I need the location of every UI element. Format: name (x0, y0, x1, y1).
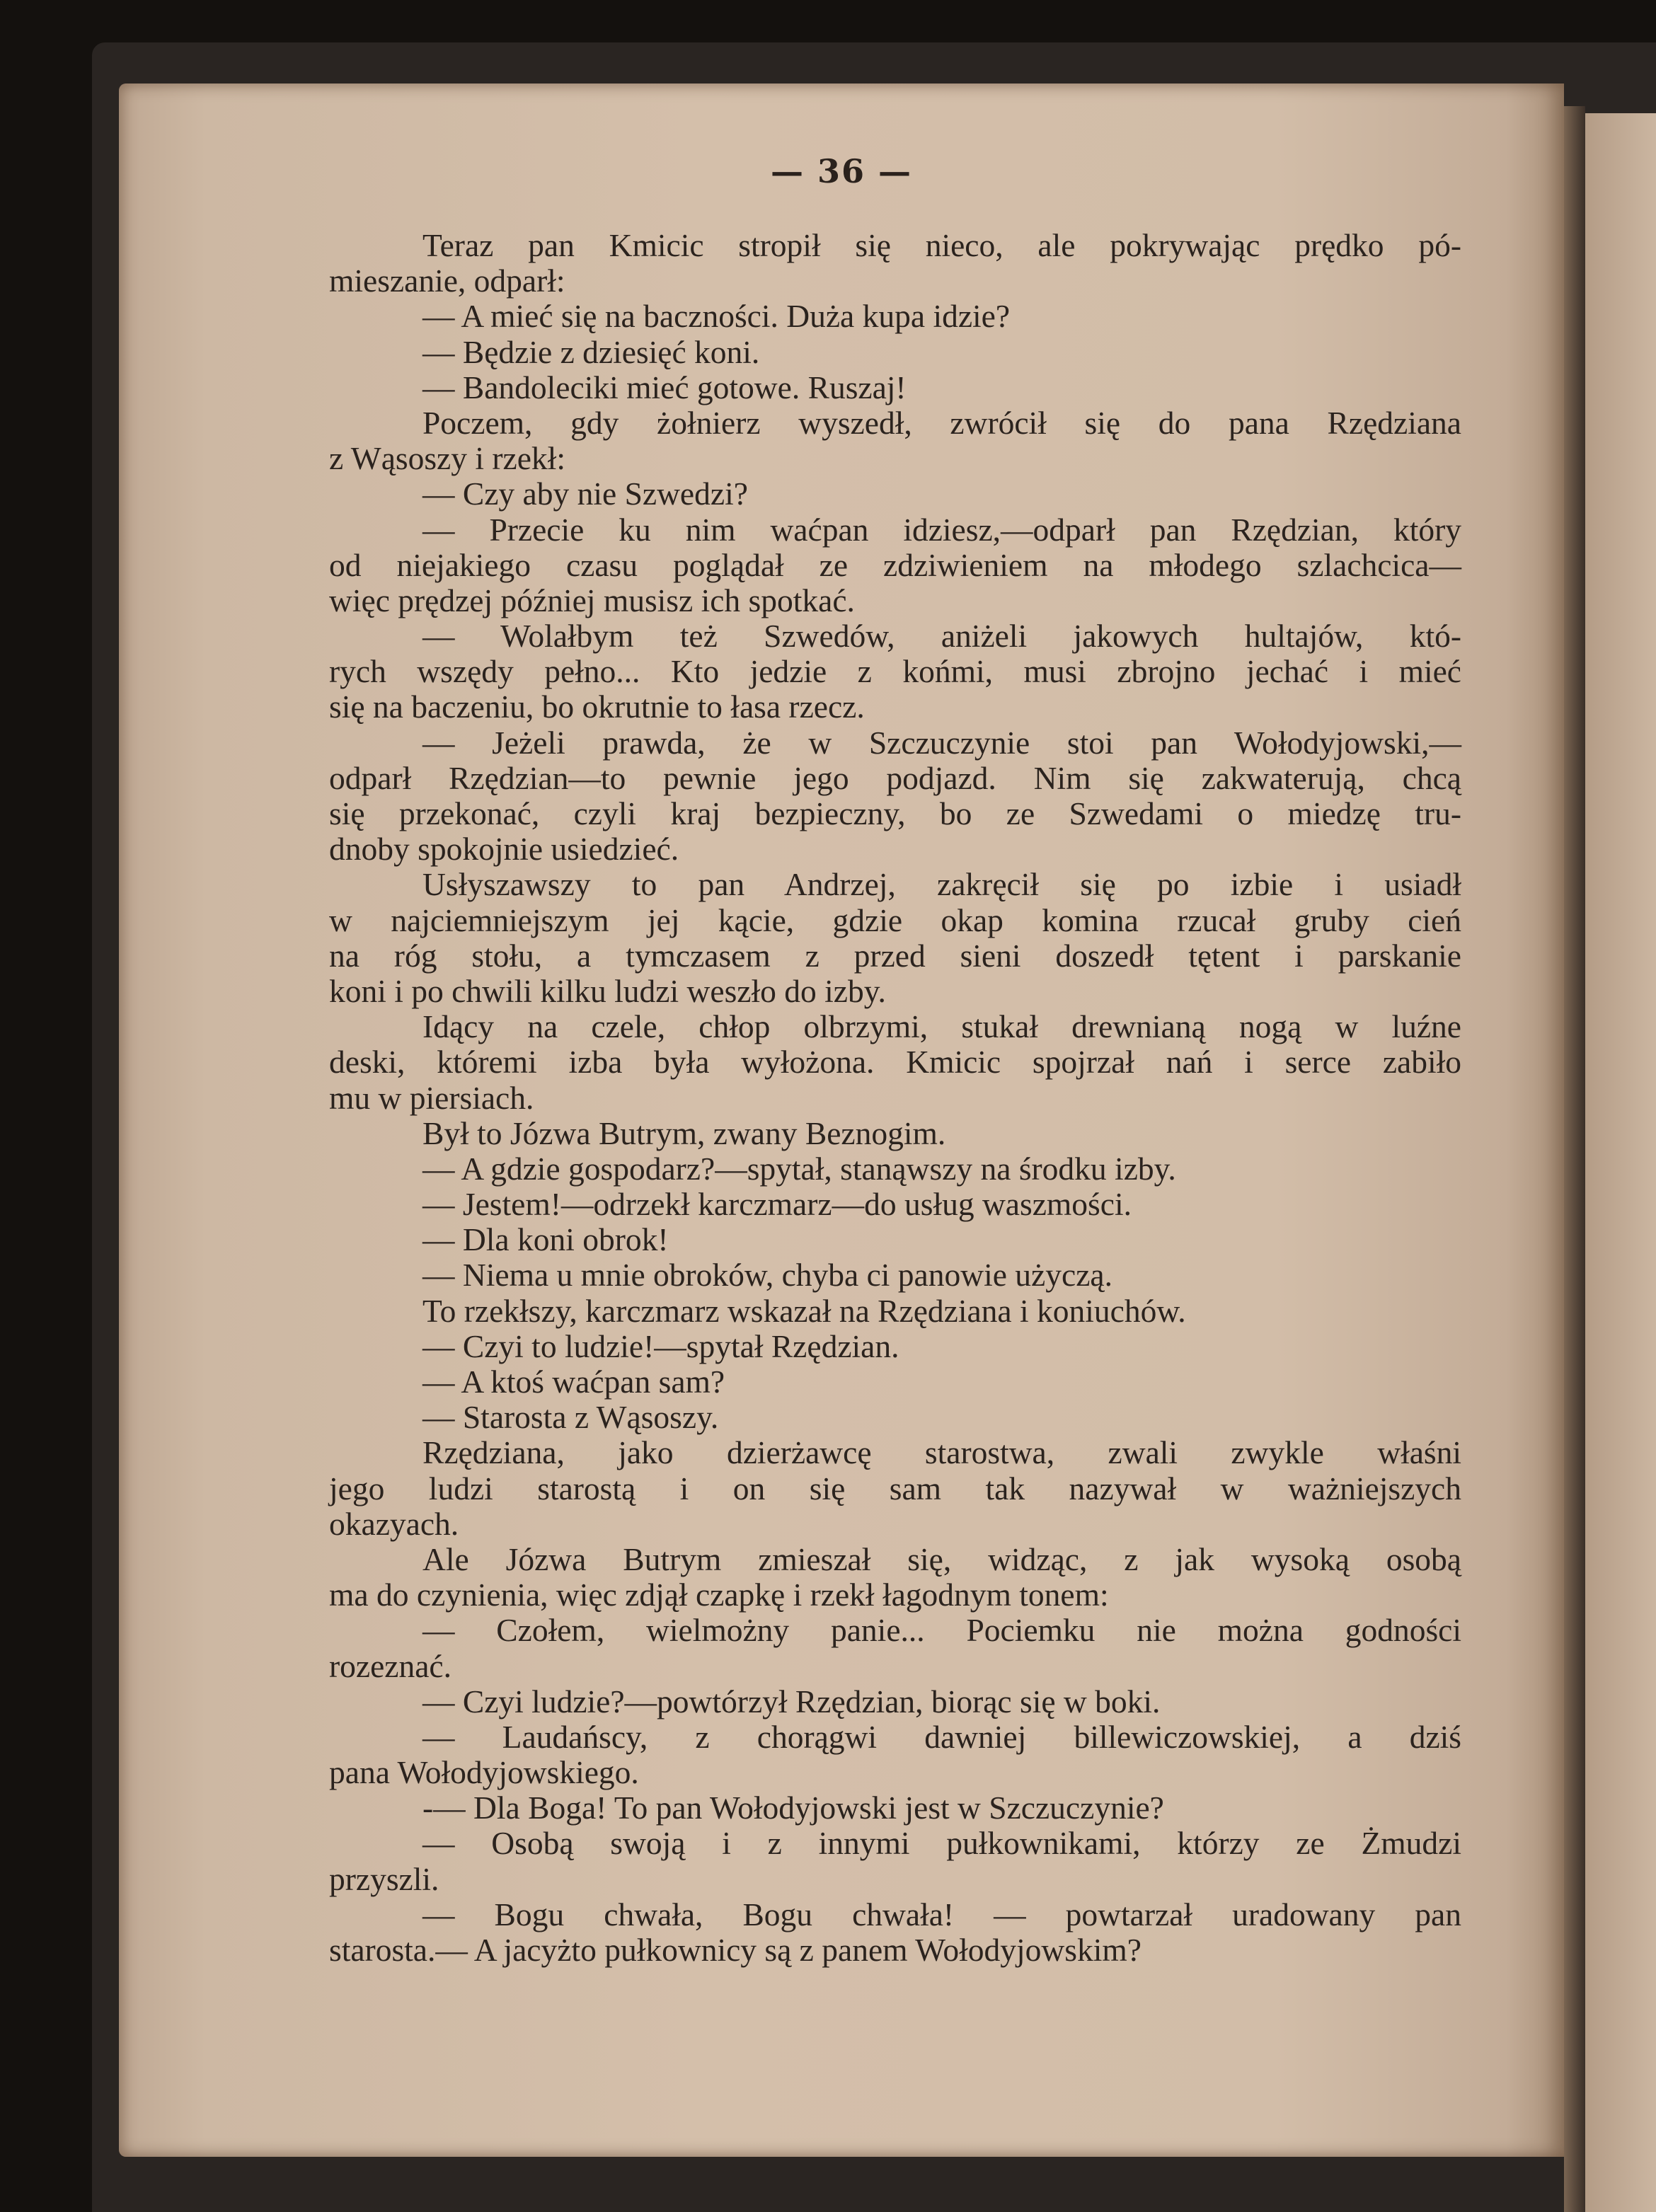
text-line: — Jestem!—odrzekł karczmarz—do usług waszmości. (422, 1186, 1132, 1223)
text-line: więc prędzej później musisz ich spotkać. (329, 582, 855, 618)
page-number: — 36 — (770, 152, 913, 190)
adjacent-page-edge (1585, 113, 1656, 2212)
text-line: — Czy aby nie Szwedzi? (422, 476, 748, 512)
text-line: — Czyi ludzie?—powtórzył Rzędzian, biorąc się w boki. (422, 1683, 1161, 1720)
text-line: Idący na czele, chłop olbrzymi, stukał drewnianą nogą w luźne (422, 1008, 1461, 1045)
text-line: — A gdzie gospodarz?—spytał, stanąwszy na środku izby. (422, 1150, 1176, 1187)
text-line: — Starosta z Wąsoszy. (422, 1399, 719, 1436)
text-line: odparł Rzędzian—to pewnie jego podjazd. Nim się zakwaterują, chcą (329, 759, 1461, 796)
text-line: mu w piersiach. (329, 1079, 534, 1116)
text-line: To rzekłszy, karczmarz wskazał na Rzędziana i koniuchów. (422, 1292, 1186, 1329)
text-line: — A mieć się na baczności. Duża kupa idzie? (422, 298, 1011, 335)
text-line: — Niema u mnie obroków, chyba ci panowie użyczą. (422, 1257, 1112, 1294)
text-line: deski, któremi izba była wyłożona. Kmicic spojrzał nań i serce zabiło (329, 1044, 1461, 1081)
text-line: — Dla koni obrok! (422, 1221, 669, 1258)
text-line: Teraz pan Kmicic stropił się nieco, ale pokrywając prędko pó- (422, 227, 1461, 263)
text-line: — Bandoleciki mieć gotowe. Ruszaj! (422, 369, 907, 405)
text-line: -— Dla Boga! To pan Wołodyjowski jest w Szczuczynie? (422, 1790, 1164, 1826)
text-line: — Laudańscy, z chorągwi dawniej billewiczowskiej, a dziś (422, 1718, 1461, 1755)
text-line: — Czołem, wielmożny panie... Pociemku nie można godności (422, 1612, 1461, 1649)
text-line: — Wolałbym też Szwedów, aniżeli jakowych hultajów, któ- (422, 618, 1461, 655)
text-line: Usłyszawszy to pan Andrzej, zakręcił się po izbie i usiadł (422, 866, 1461, 903)
text-line: — Jeżeli prawda, że w Szczuczynie stoi pan Wołodyjowski,— (422, 724, 1461, 761)
text-line: mieszanie, odparł: (329, 263, 565, 299)
text-line: Poczem, gdy żołnierz wyszedł, zwrócił się do pana Rzędziana (422, 404, 1461, 441)
text-line: na róg stołu, a tymczasem z przed sieni doszedł tętent i parskanie (329, 937, 1461, 974)
text-line: Ale Józwa Butrym zmieszał się, widząc, z jak wysoką osobą (422, 1540, 1461, 1577)
text-line: — Przecie ku nim waćpan idziesz,—odparł pan Rzędzian, który (422, 511, 1461, 548)
text-line: przyszli. (329, 1860, 439, 1897)
text-line: rych wszędy pełno... Kto jedzie z końmi, musi zbrojno jechać i mieć (329, 653, 1461, 690)
text-line: rozeznać. (329, 1647, 452, 1684)
text-line: — A ktoś waćpan sam? (422, 1364, 725, 1400)
text-line: się przekonać, czyli kraj bezpieczny, bo ze Szwedami o miedzę tru- (329, 795, 1461, 831)
page-text (329, 228, 1461, 1968)
text-line: koni i po chwili kilku ludzi weszło do izby. (329, 972, 886, 1009)
text-line: — Będzie z dziesięć koni. (422, 333, 760, 370)
text-line: się na baczeniu, bo okrutnie to łasa rzecz. (329, 689, 865, 725)
text-line: jego ludzi starostą i on się sam tak nazywał w ważniejszych (329, 1470, 1461, 1507)
text-line: pana Wołodyjowskiego. (329, 1754, 639, 1791)
page-gutter (1564, 106, 1585, 2212)
text-line: — Bogu chwała, Bogu chwała! — powtarzał uradowany pan (422, 1896, 1461, 1932)
text-line: starosta.— A jacyżto pułkownicy są z panem Wołodyjowskim? (329, 1932, 1142, 1968)
text-line: ma do czynienia, więc zdjął czapkę i rzekł łagodnym tonem: (329, 1577, 1109, 1613)
text-line: Rzędziana, jako dzierżawcę starostwa, zwali zwykle właśni (422, 1434, 1461, 1471)
text-line: — Czyi to ludzie!—spytał Rzędzian. (422, 1327, 899, 1364)
text-line: — Osobą swoją i z innymi pułkownikami, którzy ze Żmudzi (422, 1825, 1461, 1862)
text-line: od niejakiego czasu poglądał ze zdziwieniem na młodego szlachcica— (329, 546, 1461, 583)
text-line: Był to Józwa Butrym, zwany Beznogim. (422, 1114, 946, 1151)
text-line: okazyach. (329, 1505, 459, 1542)
text-line: z Wąsoszy i rzekł: (329, 440, 565, 477)
text-line: dnoby spokojnie usiedzieć. (329, 831, 679, 868)
text-line: w najciemniejszym jej kącie, gdzie okap komina rzucał gruby cień (329, 901, 1461, 938)
